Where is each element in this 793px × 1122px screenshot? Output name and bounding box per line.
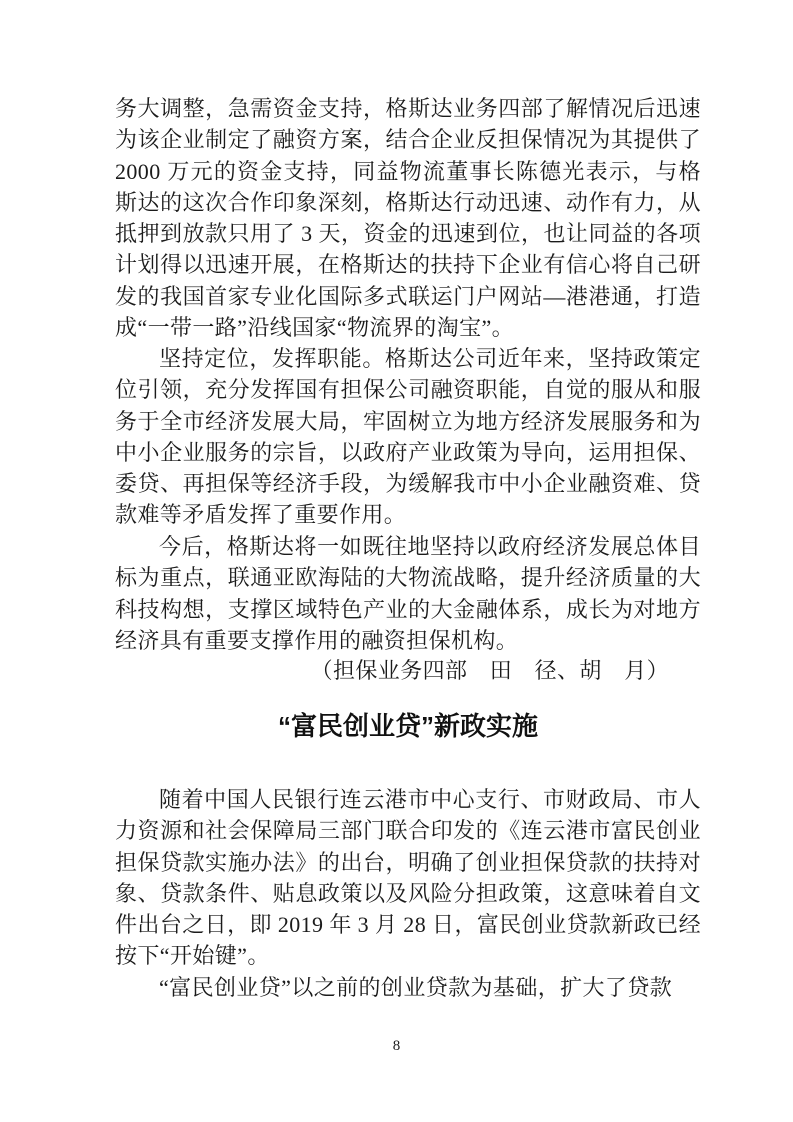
paragraph-funding-support: 务大调整，急需资金支持，格斯达业务四部了解情况后迅速为该企业制定了融资方案，结合企业反担保情况为其提供了 2000 万元的资金支持，同益物流董事长陈德光表示，与格斯达的这次合作印象深刻，格斯达行动迅速、动作有力，从抵押到放款只用了 3 天，资金的迅速到位，也让同益的各项计划得以迅速开展，在格斯达的扶持下企业有信心将自己研发的我国首家专业化国际多式联运门户网站—港港通，打造成“一带一路”沿线国家“物流界的淘宝”。 xyxy=(115,96,701,340)
paragraph-position-role: 坚持定位，发挥职能。格斯达公司近年来，坚持政策定位引领，充分发挥国有担保公司融资职能，自觉的服从和服务于全市经济发展大局，牢固树立为地方经济发展服务和为中小企业服务的宗旨，以政府产业政策为导向，运用担保、委贷、再担保等经济手段，为缓解我市中小企业融资难、贷款难等矛盾发挥了重要作用。 xyxy=(115,346,701,528)
page-number: 8 xyxy=(392,1038,401,1054)
paragraph-loan-basis: “富民创业贷”以之前的创业贷款为基础，扩大了贷款 xyxy=(159,975,673,1000)
article-byline: （担保业务四部 田 径、胡 月） xyxy=(310,658,669,683)
paragraph-future-outlook: 今后，格斯达将一如既往地坚持以政府经济发展总体目标为重点，联通亚欧海陆的大物流战略，提升经济质量的大科技构想，支撑区域特色产业的大金融体系，成长为对地方经济具有重要支撑作用的融资担保机构。 xyxy=(115,534,701,653)
article-title: “富民创业贷”新政实施 xyxy=(277,711,538,741)
paragraph-policy-intro: 随着中国人民银行连云港市中心支行、市财政局、市人力资源和社会保障局三部门联合印发的《连云港市富民创业担保贷款实施办法》的出台，明确了创业担保贷款的扶持对象、贷款条件、贴息政策以及风险分担政策，这意味着自文件出台之日，即 2019 年 3 月 28 日，富民创业贷款新政已经按下“开始键”。 xyxy=(115,787,701,969)
